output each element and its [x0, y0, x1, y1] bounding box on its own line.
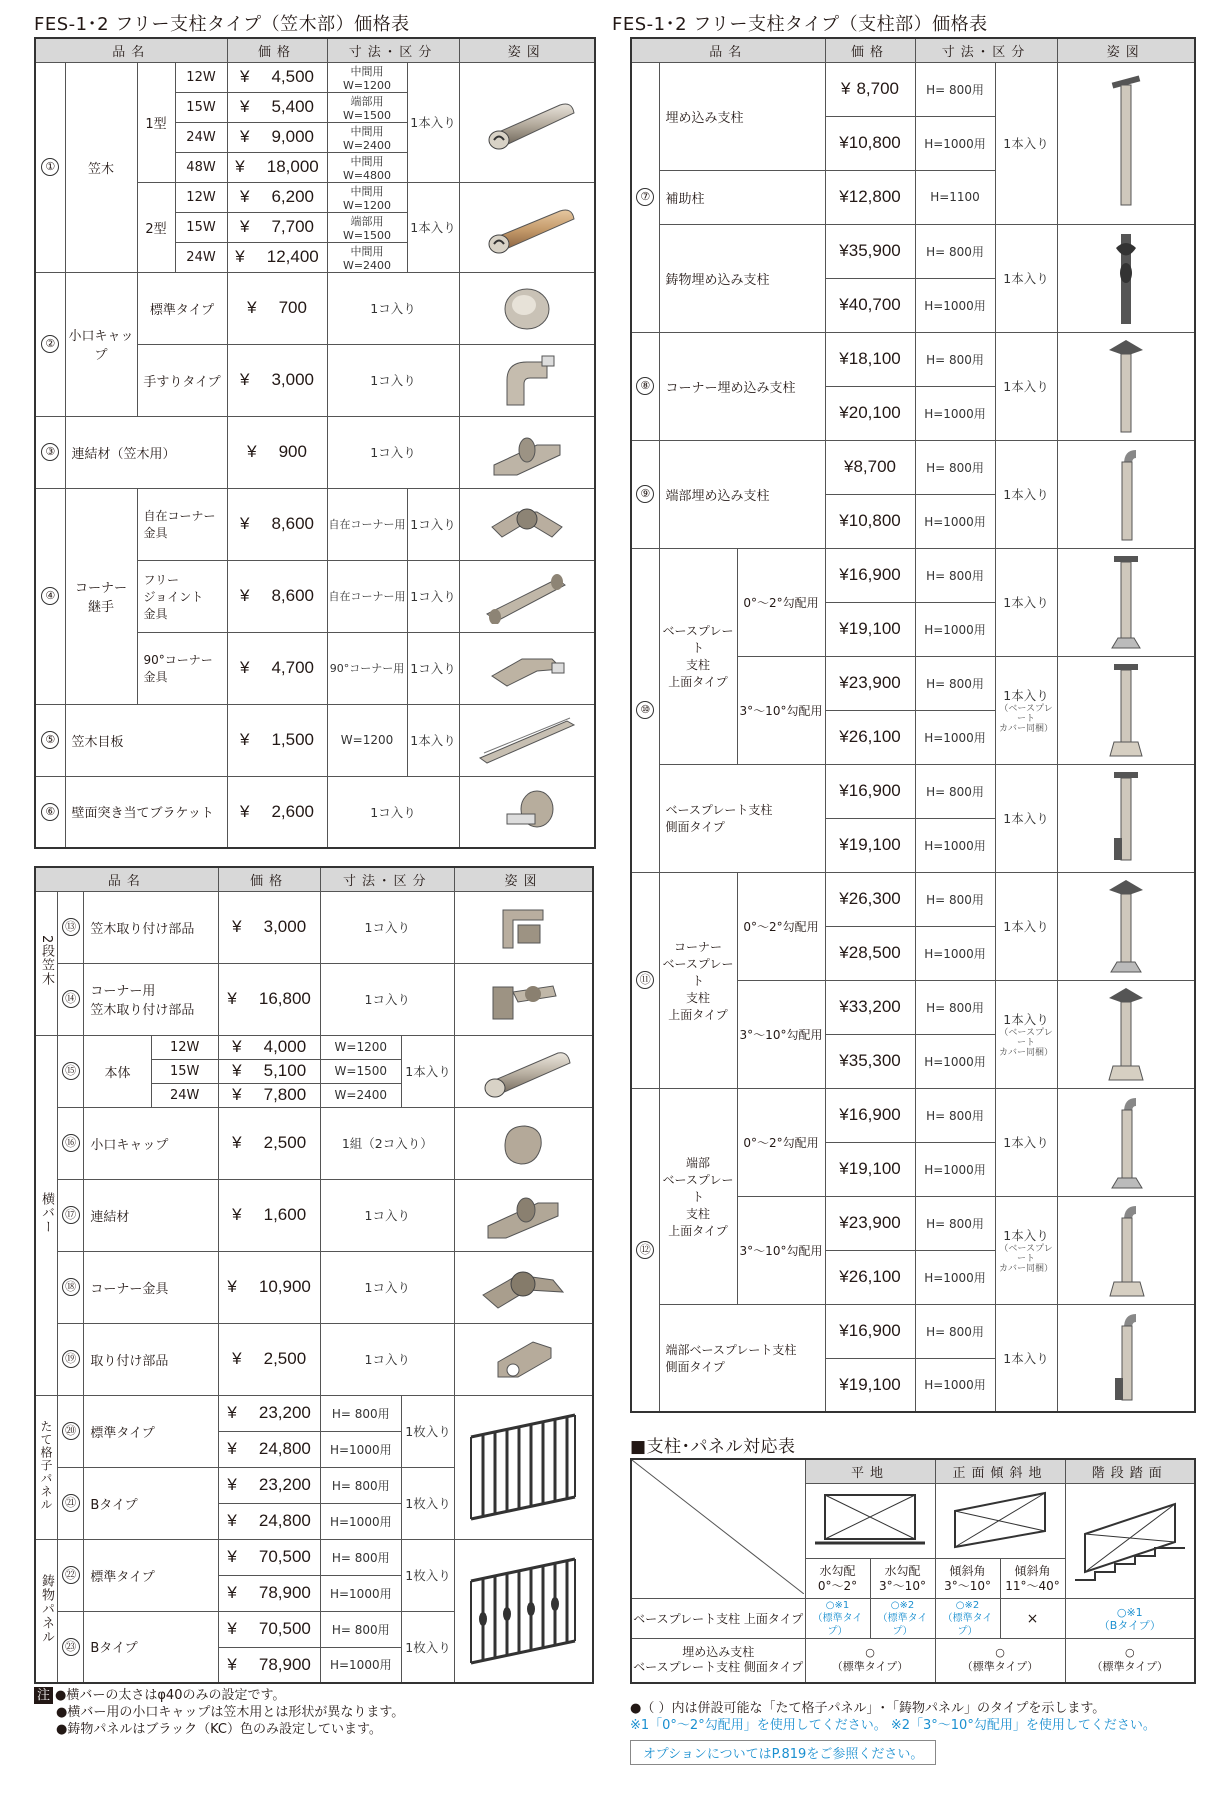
dan-label: 2段笠木 — [38, 935, 54, 987]
p15-label: 本体 — [84, 1035, 151, 1107]
price-cell: ¥ 8,600 — [227, 488, 327, 560]
item-number: ③ — [41, 443, 59, 461]
mei-label: 笠木目板 — [65, 704, 227, 776]
spec-cell: 中間用 W=1200 — [327, 182, 407, 212]
c1-image — [459, 488, 595, 560]
spec-cell: W=1200 — [327, 704, 407, 776]
kasagi-label: 笠木 — [65, 62, 137, 272]
price-cell: ¥ 5,400 — [227, 92, 327, 122]
price-cell: ¥ 4,500 — [227, 62, 327, 92]
diag-cell — [631, 1459, 805, 1599]
p13-image — [454, 891, 593, 963]
post-corner-base-cover-image — [1057, 980, 1195, 1088]
type2-label: 2型 — [137, 182, 175, 272]
price-cell: ¥ 3,000 — [227, 344, 327, 416]
post-price-table: 品名 価格 寸法･区分 姿図 ⑦ 埋め込み支柱 ¥ 8,700 H= 800用 1本入り ¥10,800 H=1000用 補助柱 ¥12,800 H=1100 鋳物埋め込み支柱 ¥35,900 H= 800用 1本入り ¥40,700 H=1000用 ⑧ コーナー埋め込み支柱 ¥18,100 H= 800用 1本入り ¥20,100 H=1000用 ⑨ 端部埋め込み支柱 ¥8,700 H= 800用 1本入り ¥10,800 H=1000用 ⑩ ベースプレート 支柱 上面タイプ 0°～2°勾配用 ¥16,900 H= 800用 1本入り ¥19,100 H=1000用 3°～10°勾配用 ¥23,900 H= 800用 1本入り （ベースプレート カバー同梱） ¥26,100 H=1000用 ベースプレート支柱 側面タイプ ¥16,900 H= 800用 1本入り ¥19,100 H=1000用 ⑪ コーナー ベースプレート 支柱 上面タイプ 0°～2°勾配用 ¥26,300 H= 800用 1本入り ¥28,500 H=1000用 3°～10°勾配用 ¥33,200 H= 800用 1本入り （ベースプレート カバー同梱） ¥35,300 H=1000用 ⑫ 端部 ベースプレート 支柱 上面タイプ 0°～2°勾配用 ¥16,900 H= 800用 1本入り ¥19,100 H=1000用 3°～10°勾配用 ¥23,900 H= 800用 1本入り （ベースプレート カバー同梱） ¥26,100 H=1000用 端部ベースプレート支柱 側面タイプ ¥16,900 H= 800用 1本入り ¥19,100 H=1000用 — [630, 37, 1196, 1413]
header-dim: 寸法･区分 — [327, 38, 459, 62]
c3-image — [459, 632, 595, 704]
imono-label: 鋳物パネル — [38, 1573, 54, 1644]
price-cell: ¥ 8,600 — [227, 560, 327, 632]
spec-cell: 中間用 W=2400 — [327, 242, 407, 272]
post-cast-image — [1057, 224, 1195, 332]
p15-image — [454, 1035, 593, 1107]
kasagi-type2-image — [459, 182, 595, 272]
qty-cell: 1コ入り — [407, 488, 459, 560]
stair-diagram — [1065, 1483, 1195, 1599]
header-name: 品名 — [35, 38, 227, 62]
p14-label: コーナー用 笠木取り付け部品 — [84, 963, 218, 1035]
link-image — [459, 416, 595, 488]
qty-cell: 1本入り — [407, 62, 459, 182]
kasagi-price-table — [34, 37, 596, 849]
option-note: オプションについてはP.819をご参照ください。 — [630, 1740, 936, 1765]
slope-diagram — [935, 1483, 1065, 1559]
p19-image — [454, 1323, 593, 1395]
price-cell: ¥ 18,000 — [227, 152, 327, 182]
qty-cell: 1コ入り — [327, 776, 459, 848]
post-embed-image — [1057, 62, 1195, 224]
spec-cell: 端部用 W=1500 — [327, 212, 407, 242]
size-cell: 24W — [175, 122, 227, 152]
qty-cell: 1本入り — [407, 704, 459, 776]
item-number: ④ — [41, 587, 59, 605]
post-base-top-image — [1057, 548, 1195, 656]
price-cell: ¥ 12,400 — [227, 242, 327, 272]
c2-label: フリー ジョイント 金具 — [137, 560, 227, 632]
right-notes: ●（ ）内は併設可能な「たて格子パネル」･「鋳物パネル」のタイプを示します。 ※1「0°～2°勾配用」を使用してください。 ※2「3°～10°勾配用」を使用してください。 — [630, 1701, 1156, 1733]
imono-panel-image — [454, 1539, 593, 1683]
price-cell: ¥ 1,500 — [227, 704, 327, 776]
spec-cell: 自在コーナー用 — [327, 488, 407, 560]
price-cell: ¥ 7,700 — [227, 212, 327, 242]
tate-panel-image — [454, 1395, 593, 1539]
post-corner-embed-image — [1057, 332, 1195, 440]
price-cell: ¥ 900 — [227, 416, 327, 488]
kasagi-type1-image — [459, 62, 595, 182]
spec-cell: 自在コーナー用 — [327, 560, 407, 632]
item-number: ⑥ — [41, 803, 59, 821]
header-fig: 姿図 — [459, 38, 595, 62]
compat-table: 平地 正面傾斜地 階段踏面 水勾配 0°～2° 水勾配 3°～10° 傾斜角 3°～10° 傾斜角 11°～40° ベースプレート支柱 上面タイプ ○※1 （標準タイプ） ○※2 （標準タイプ） ○※2 （標準タイプ） × ○※1 （Bタイプ） 埋め込み支柱 ベースプレート支柱 側面タイプ ○ （標準タイプ） ○ （標準タイプ） ○ （標準タイプ） — [630, 1458, 1196, 1684]
size-cell: 15W — [175, 212, 227, 242]
spec-cell: 端部用 W=1500 — [327, 92, 407, 122]
p17-image — [454, 1179, 593, 1251]
size-cell: 15W — [175, 92, 227, 122]
price-cell: ¥ 6,200 — [227, 182, 327, 212]
post-end-embed-image — [1057, 440, 1195, 548]
price-cell: ¥ 2,600 — [227, 776, 327, 848]
p14-image — [454, 963, 593, 1035]
right-table-title: FES-1･2 フリー支柱タイプ（支柱部）価格表 — [612, 14, 988, 35]
left-table-title: FES-1･2 フリー支柱タイプ（笠木部）価格表 — [34, 14, 410, 35]
rail-type-label: 手すりタイプ — [137, 344, 227, 416]
size-cell: 24W — [175, 242, 227, 272]
qty-cell: 1コ入り — [327, 344, 459, 416]
header-price: 価格 — [227, 38, 327, 62]
link-label: 連結材（笠木用） — [65, 416, 227, 488]
qty-cell: 1コ入り — [327, 272, 459, 344]
post-base-top-cover-image — [1057, 656, 1195, 764]
left-notes: 注 ●横バーの太さはφ40のみの設定です。 ●横バー用の小口キャップは笠木用とは形状が異なります。 ●鋳物パネルはブラック（KC）色のみ設定しています。 — [34, 1687, 404, 1738]
post-corner-base-image — [1057, 872, 1195, 980]
qty-cell: 1コ入り — [407, 560, 459, 632]
post-base-side-image — [1057, 764, 1195, 872]
flat-diagram — [805, 1483, 935, 1559]
c2-image — [459, 560, 595, 632]
spec-cell: 90°コーナー用 — [327, 632, 407, 704]
size-cell: 48W — [175, 152, 227, 182]
qty-cell: 1本入り — [407, 182, 459, 272]
size-cell: 12W — [175, 62, 227, 92]
item-number: ⑤ — [41, 731, 59, 749]
cap-label: 小口キャップ — [65, 272, 137, 416]
type1-label: 1型 — [137, 62, 175, 182]
post-end-base-cover-image — [1057, 1196, 1195, 1304]
yoko-label: 横バー — [38, 1192, 54, 1234]
c1-label: 自在コーナー 金具 — [137, 488, 227, 560]
post-end-base-image — [1057, 1088, 1195, 1196]
mei-image — [459, 704, 595, 776]
qty-cell: 1コ入り — [327, 416, 459, 488]
tate-label: たて格子パネル — [38, 1419, 53, 1511]
compat-title: ■支柱･パネル対応表 — [630, 1437, 796, 1457]
size-cell: 12W — [175, 182, 227, 212]
p18-image — [454, 1251, 593, 1323]
bracket-image — [459, 776, 595, 848]
cap-rail-image — [459, 344, 595, 416]
item-number: ① — [41, 158, 59, 176]
bracket-label: 壁面突き当てブラケット — [65, 776, 227, 848]
spec-cell: 中間用 W=4800 — [327, 152, 407, 182]
price-cell: ¥ 9,000 — [227, 122, 327, 152]
item-number: ② — [41, 335, 59, 353]
price-cell: ¥ 700 — [227, 272, 327, 344]
std-type-label: 標準タイプ — [137, 272, 227, 344]
corner-label: コーナー 継手 — [65, 488, 137, 704]
spec-cell: 中間用 W=2400 — [327, 122, 407, 152]
c3-label: 90°コーナー 金具 — [137, 632, 227, 704]
p13-label: 笠木取り付け部品 — [84, 891, 218, 963]
p16-image — [454, 1107, 593, 1179]
post-end-base-side-image — [1057, 1304, 1195, 1412]
bar-panel-price-table: 品名 価格 寸法･区分 姿図 2段笠木 ⑬ 笠木取り付け部品 ¥ 3,000 1コ入り ⑭ コーナー用 笠木取り付け部品 ¥ 16,800 1コ入り 横バー ⑮ 本体 12W ¥ 4,000 W=1200 1本入り 15W ¥ 5,100 W=1500 24W ¥ 7,800 W=2400 ⑯ 小口キャップ ¥ 2,500 1組（2コ入り） ⑰ 連結材 ¥ 1,600 1コ入り ⑱ コーナー金具 ¥ 10,900 1コ入り ⑲ 取り付け部品 ¥ 2,500 1コ入り たて格子パネル ⑳ 標準タイプ ¥ 23,200 H= 800用 1枚入り ¥ 24,800 H=1000用 ㉑ Bタイプ ¥ 23,200 H= 800用 1枚入り ¥ 24,800 H=1000用 鋳物パネル ㉒ 標準タイプ ¥ 70,500 H= 800用 1枚入り ¥ 78,900 H=1000用 ㉓ Bタイプ ¥ 70,500 H= 800用 1枚入り ¥ 78,900 H=1000用 — [34, 866, 594, 1684]
spec-cell: 中間用 W=1200 — [327, 62, 407, 92]
cap-std-image — [459, 272, 595, 344]
price-cell: ¥ 4,700 — [227, 632, 327, 704]
qty-cell: 1コ入り — [407, 632, 459, 704]
